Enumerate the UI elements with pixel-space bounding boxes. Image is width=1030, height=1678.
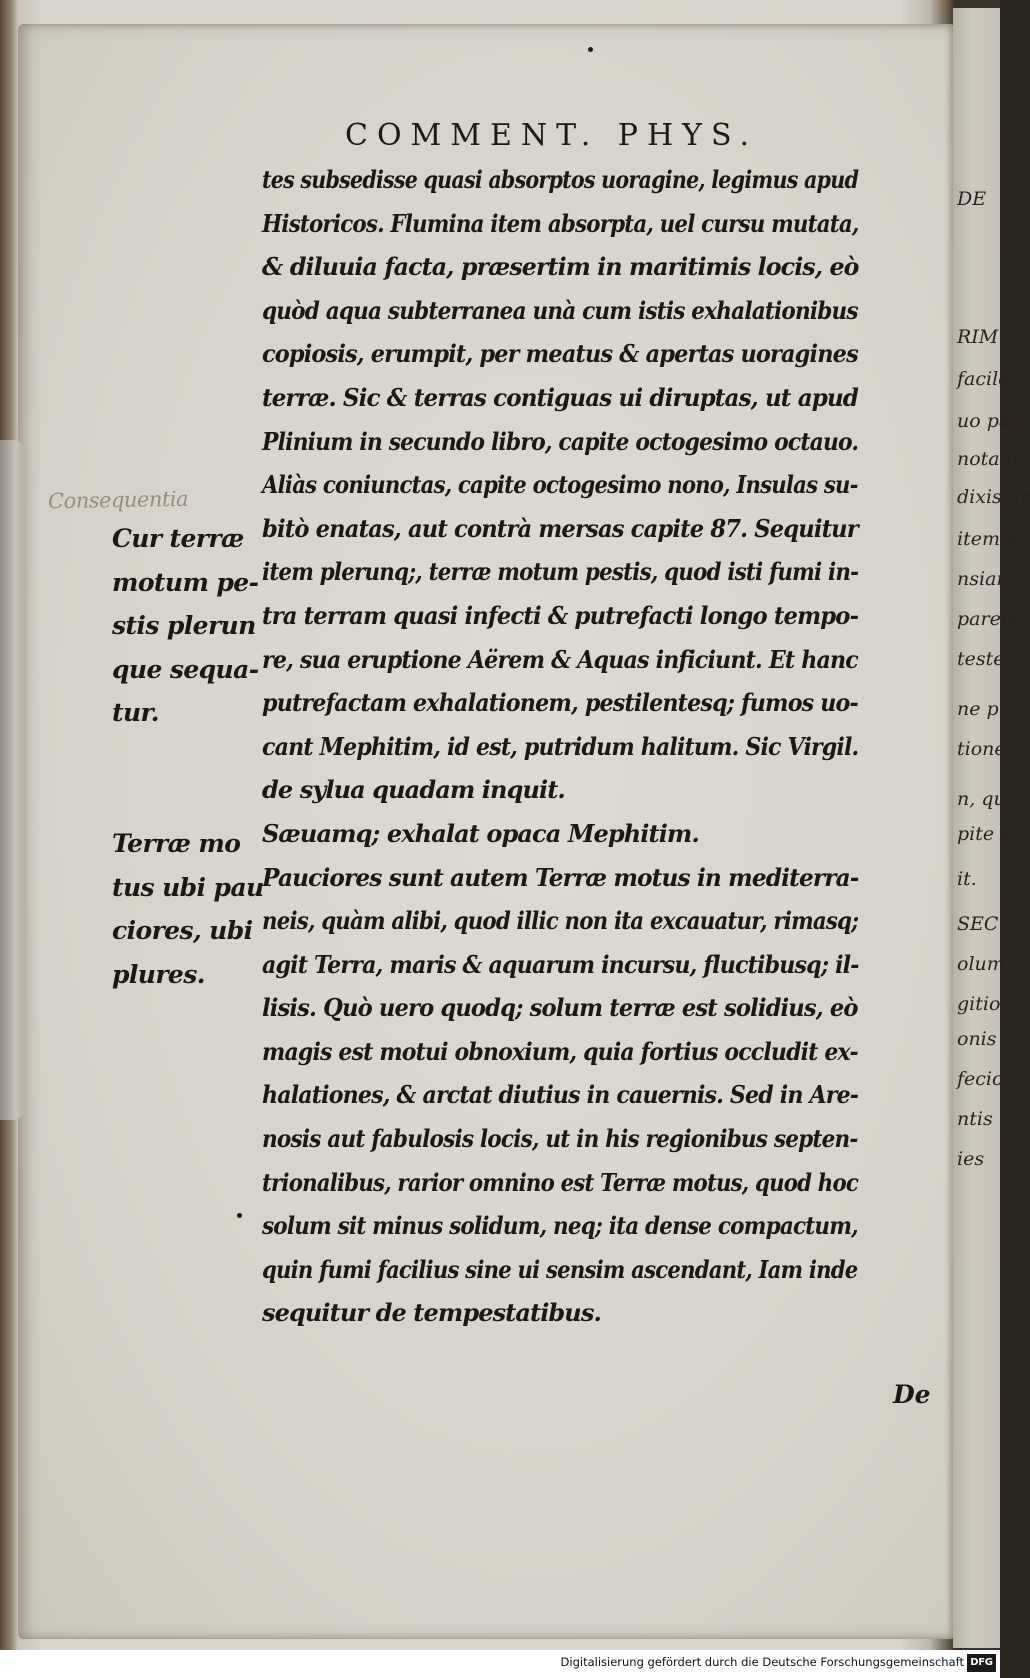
text-line: & diluuia facta, præsertim in maritimis locis, eò — [262, 252, 859, 282]
facing-page-fragment: tione — [957, 738, 1006, 760]
text-line: Historicos. Flumina item absorpta, uel cursu mutata, — [262, 208, 859, 238]
facing-page-fragment: teste — [957, 648, 1005, 670]
ink-dot — [588, 47, 593, 52]
text-line: Pauciores sunt autem Terræ motus in mediterra- — [262, 862, 859, 892]
margin-note-line: stis plerun — [112, 611, 256, 641]
margin-note-line: motum pe- — [112, 567, 259, 597]
body-text — [262, 158, 912, 1335]
facing-page-fragment: fecio — [957, 1068, 1004, 1090]
facing-page-fragment: dixister — [957, 486, 1030, 508]
facing-page-fragment: nsian — [957, 568, 1009, 590]
facing-page-fragment: n, qua — [957, 788, 1018, 810]
text-line: magis est motui obnoxium, quia fortius occludit ex- — [262, 1036, 858, 1066]
facing-page-fragment: pite se — [957, 823, 1022, 845]
margin-note-line: tur. — [112, 698, 159, 728]
text-line: Sæuamq; exhalat opaca Mephitim. — [262, 818, 699, 848]
text-line: halationes, & arctat diutius in cauernis. Sed in Are- — [262, 1080, 859, 1110]
facing-page-fragment: gitio — [957, 993, 1001, 1015]
text-line: item plerunq;, terræ motum pestis, quod isti fumi in- — [262, 557, 859, 587]
margin-note-line: ciores, ubi — [112, 916, 253, 946]
facing-page-fragment: notant — [957, 448, 1020, 470]
text-line: solum sit minus solidum, neq; ita dense compactum, — [262, 1211, 858, 1241]
text-line: Aliàs coniunctas, capite octogesimo nono, Insulas su- — [262, 470, 858, 500]
facing-page-fragment: ies — [957, 1148, 985, 1170]
facing-page-fragment: DE — [957, 188, 987, 210]
text-line: quòd aqua subterranea unà cum istis exhalationibus — [262, 295, 858, 325]
binding-clip — [0, 440, 26, 1120]
text-line: quin fumi facilius sine ui sensim ascendant, Iam inde — [262, 1254, 858, 1284]
facing-page-fragment: uo pate — [957, 410, 1030, 432]
facing-page-fragment: item a — [957, 528, 1018, 550]
text-line: putrefactam exhalationem, pestilentesq; fumos uo- — [262, 688, 858, 718]
text-line: copiosis, erumpit, per meatus & apertas uoragines — [262, 339, 858, 369]
margin-note-line: Cur terræ — [112, 524, 244, 553]
facing-page-fragment: ne p — [957, 698, 999, 720]
text-line: agit Terra, maris & aquarum incursu, fluctibusq; il- — [262, 949, 859, 979]
facing-page-fragment: facile — [957, 368, 1010, 390]
ink-dot — [237, 1213, 242, 1218]
margin-note-plague — [112, 517, 262, 735]
margin-note-line: plures. — [112, 959, 205, 989]
margin-note-line: tus ubi pau — [112, 872, 264, 902]
text-line: de sylua quadam inquit. — [262, 775, 565, 805]
facing-page-fragment: it. — [957, 868, 977, 890]
text-line: Plinium in secundo libro, capite octogesimo octauo. — [262, 426, 859, 456]
text-line: cant Mephitim, id est, putridum halitum. Sic Virgil. — [262, 731, 859, 761]
text-line: re, sua eruptione Aërem & Aquas inficiunt. Et hanc — [262, 644, 858, 674]
facing-page-fragment: parent — [957, 608, 1021, 630]
facing-page-fragment: onis — [957, 1028, 997, 1050]
margin-note-line: que sequa- — [112, 654, 259, 684]
text-line: neis, quàm alibi, quod illic non ita excauatur, rimasq; — [262, 906, 859, 936]
facing-page-edge — [953, 8, 1030, 1648]
margin-note-line: Terræ mo — [112, 829, 241, 858]
facing-page-fragment: ntis — [957, 1108, 993, 1130]
text-line: tes subsedisse quasi absorptos uoragine, legimus apud — [262, 165, 859, 194]
handwritten-marginal-note: Consequentia — [47, 486, 189, 514]
text-line: bitò enatas, aut contrà mersas capite 87. Sequitur — [262, 513, 858, 543]
text-line: sequitur de tempestatibus. — [262, 1298, 601, 1328]
text-line: lisis. Quò uero quodq; solum terræ est solidius, eò — [262, 993, 858, 1023]
margin-note-earthquake — [112, 822, 262, 996]
text-line: nosis aut fabulosis locis, ut in his regionibus septen- — [262, 1124, 858, 1154]
text-line: trionalibus, rarior omnino est Terræ motus, quod hoc — [262, 1167, 859, 1197]
facing-page-fragment: SEC — [957, 913, 999, 935]
running-head: COMMENT. PHYS. — [345, 118, 758, 153]
text-line: tra terram quasi infecti & putrefacti longo tempo- — [262, 600, 859, 630]
catchword: De — [893, 1380, 931, 1409]
dfg-logo: DFG — [967, 1654, 996, 1672]
text-line: terræ. Sic & terras contiguas ui diruptas, ut apud — [262, 382, 859, 412]
footer-bar — [0, 1650, 1000, 1678]
facing-page-fragment: RIM — [957, 326, 999, 348]
facing-page-fragment: olum — [957, 953, 1005, 975]
funding-credit: Digitalisierung gefördert durch die Deutsche Forschungsgemeinschaft — [560, 1655, 964, 1669]
